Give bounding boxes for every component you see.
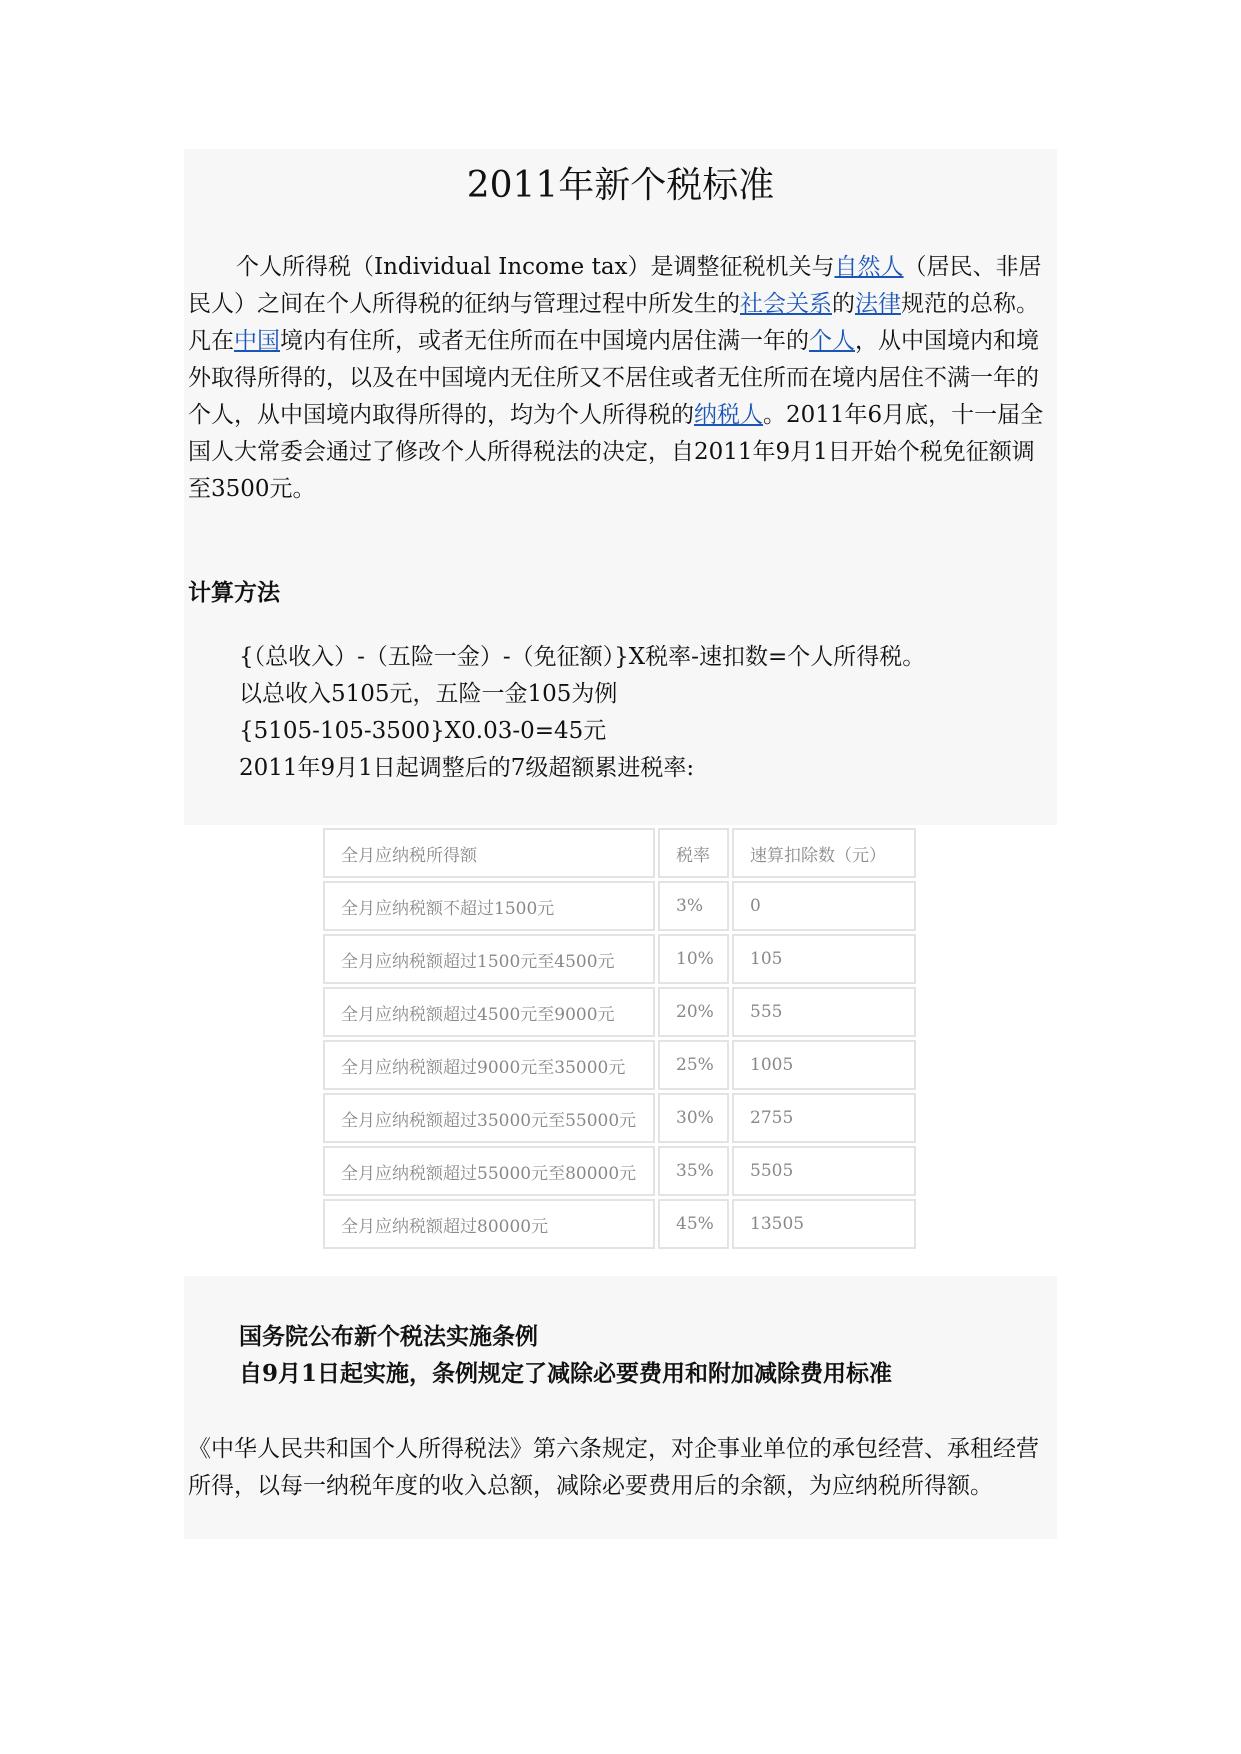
link-china[interactable]: 中国 [234, 328, 280, 354]
table-cell: 25% [658, 1040, 729, 1090]
table-cell: 全月应纳税额超过55000元至80000元 [323, 1146, 655, 1196]
table-cell: 5505 [732, 1146, 916, 1196]
table-cell: 全月应纳税额不超过1500元 [323, 881, 655, 931]
example-calculation: {5105-105-3500}X0.03-0=45元 [239, 718, 607, 744]
page-title: 2011年新个税标准 [466, 165, 775, 206]
intro-text: 个人所得税（Individual Income tax）是调整征税机关与 [236, 254, 835, 280]
link-law[interactable]: 法律 [855, 291, 901, 317]
table-cell: 3% [658, 881, 729, 931]
intro-text: ，从中国境内和境外取得所得的，以及在中国境内无住所又不居住或者无住所而在境内居住不满一年的个人，从中国境内取得所得的，均为个人所得税的 [188, 328, 1039, 428]
table-row [323, 1093, 916, 1143]
table-header-row [323, 828, 916, 878]
example-intro: 以总收入5105元，五险一金105为例 [239, 681, 618, 707]
regulation-section [184, 1276, 1057, 1539]
table-cell: 全月应纳税额超过9000元至35000元 [323, 1040, 655, 1090]
table-row [323, 1040, 916, 1090]
intro-text: 的 [832, 291, 855, 317]
table-cell: 10% [658, 934, 729, 984]
table-cell: 全月应纳税额超过35000元至55000元 [323, 1093, 655, 1143]
header-cell: 全月应纳税所得额 [323, 828, 655, 878]
regulation-heading: 国务院公布新个税法实施条例 [239, 1323, 538, 1350]
table-row [323, 987, 916, 1037]
table-intro: 2011年9月1日起调整后的7级超额累进税率: [239, 755, 695, 781]
table-cell: 全月应纳税额超过1500元至4500元 [323, 934, 655, 984]
table-cell: 35% [658, 1146, 729, 1196]
table-cell: 2755 [732, 1093, 916, 1143]
link-social-relations[interactable]: 社会关系 [740, 291, 832, 317]
intro-text: （居民、非居民人）之间在个人所得税的征纳与管理过程中所发生的 [188, 254, 1042, 317]
tax-rate-table [320, 825, 919, 1252]
table-row [323, 934, 916, 984]
link-individual[interactable]: 个人 [809, 328, 855, 354]
table-cell: 1005 [732, 1040, 916, 1090]
table-cell: 全月应纳税额超过80000元 [323, 1199, 655, 1249]
table-cell: 0 [732, 881, 916, 931]
table-cell: 555 [732, 987, 916, 1037]
regulation-body: 《中华人民共和国个人所得税法》第六条规定，对企事业单位的承包经营、承租经营所得，以每一纳税年度的收入总额，减除必要费用后的余额，为应纳税所得额。 [188, 1436, 1039, 1499]
method-heading: 计算方法 [188, 579, 280, 606]
table-cell: 30% [658, 1093, 729, 1143]
table-cell: 13505 [732, 1199, 916, 1249]
header-cell: 税率 [658, 828, 729, 878]
link-taxpayer[interactable]: 纳税人 [694, 402, 763, 428]
table-cell: 45% [658, 1199, 729, 1249]
intro-text: 规范的总称。凡在 [188, 291, 1039, 354]
link-natural-person[interactable]: 自然人 [834, 254, 904, 280]
regulation-subheading: 自9月1日起实施，条例规定了减除必要费用和附加减除费用标准 [239, 1360, 893, 1387]
tax-formula: {（总收入）-（五险一金）-（免征额）}X税率-速扣数=个人所得税。 [239, 644, 926, 670]
intro-text: 。2011年6月底，十一届全国人大常委会通过了修改个人所得税法的决定，自2011年9月1日开始个税免征额调至3500元。 [188, 402, 1044, 502]
table-row [323, 1146, 916, 1196]
header-cell: 速算扣除数（元） [732, 828, 916, 878]
intro-paragraph [188, 249, 1048, 508]
table-row [323, 881, 916, 931]
intro-text: 境内有住所，或者无住所而在中国境内居住满一年的 [280, 328, 809, 354]
table-row [323, 1199, 916, 1249]
article-section [184, 149, 1057, 825]
table-cell: 20% [658, 987, 729, 1037]
table-cell: 全月应纳税额超过4500元至9000元 [323, 987, 655, 1037]
table-cell: 105 [732, 934, 916, 984]
